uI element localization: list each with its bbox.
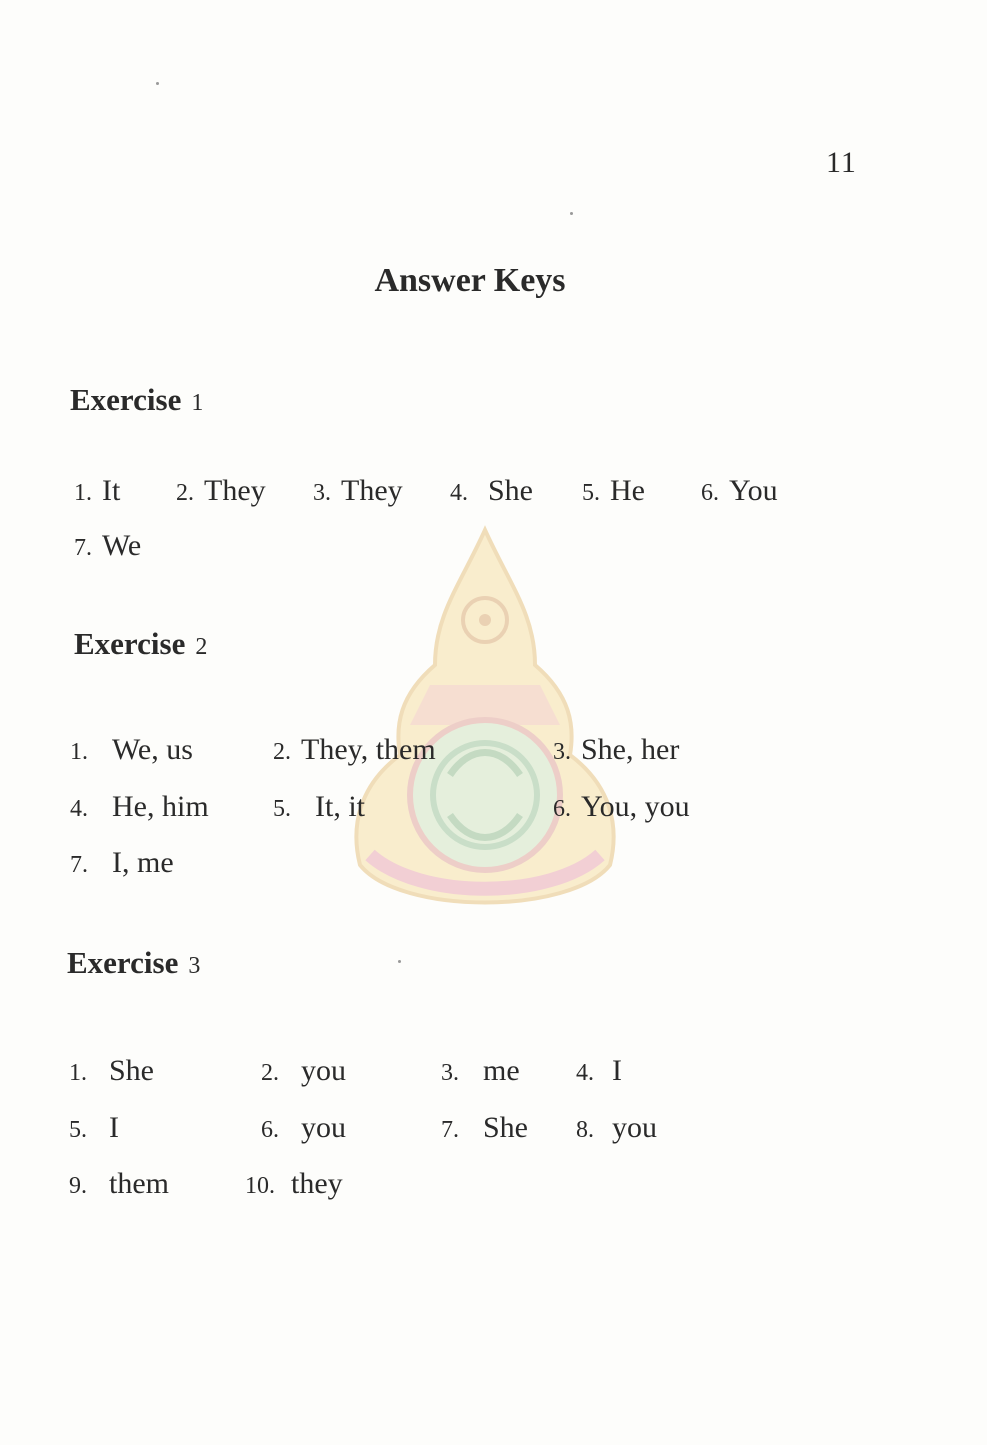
answer-item — [441, 1054, 520, 1088]
answer-text: It, it — [315, 790, 365, 823]
answer-number: 7. — [70, 852, 88, 878]
exercise-2-heading — [74, 626, 207, 662]
exercise-number: 2 — [195, 634, 208, 660]
exercise-label: Exercise — [70, 382, 182, 417]
answer-number: 7. — [441, 1117, 459, 1143]
answer-item — [701, 474, 778, 508]
answer-item — [261, 1054, 346, 1088]
answer-item — [582, 474, 645, 508]
answer-item — [69, 1167, 169, 1201]
answer-number: 5. — [69, 1117, 87, 1143]
answer-number: 2. — [176, 480, 194, 506]
answer-number: 4. — [70, 796, 88, 822]
answer-item — [450, 474, 533, 508]
answer-item — [70, 846, 174, 880]
answer-text: you — [301, 1054, 346, 1087]
answer-text: We, us — [112, 733, 193, 766]
answer-text: They — [204, 474, 266, 507]
answer-text: She — [483, 1111, 528, 1144]
answer-text: I, me — [112, 846, 174, 879]
answer-number: 3. — [553, 739, 571, 765]
answer-number: 6. — [261, 1117, 279, 1143]
answer-item — [74, 474, 120, 508]
answer-number: 8. — [576, 1117, 594, 1143]
answer-item — [261, 1111, 346, 1145]
answer-text: She — [488, 474, 533, 507]
answer-number: 2. — [273, 739, 291, 765]
answer-number: 4. — [576, 1060, 594, 1086]
answer-item — [74, 529, 141, 563]
scan-speck — [156, 82, 159, 85]
answer-number: 6. — [553, 796, 571, 822]
answer-item — [553, 733, 679, 767]
answer-number: 9. — [69, 1173, 87, 1199]
exercise-label: Exercise — [67, 945, 179, 980]
answer-text: You, you — [581, 790, 690, 823]
answer-number: 3. — [313, 480, 331, 506]
answer-number: 1. — [74, 480, 92, 506]
answer-text: I — [109, 1111, 119, 1144]
answer-item — [70, 790, 209, 824]
answer-text: He — [610, 474, 645, 507]
answer-text: It — [102, 474, 121, 507]
answer-text: they — [291, 1167, 343, 1200]
answer-item — [273, 790, 365, 824]
answer-item — [576, 1111, 657, 1145]
answer-number: 6. — [701, 480, 719, 506]
answer-text: you — [301, 1111, 346, 1144]
answer-number: 5. — [273, 796, 291, 822]
answer-text: them — [109, 1167, 169, 1200]
answer-item — [313, 474, 403, 508]
scan-speck — [570, 212, 573, 215]
answer-number: 3. — [441, 1060, 459, 1086]
answer-number: 1. — [69, 1060, 87, 1086]
answer-item — [553, 790, 690, 824]
page-number: 11 — [826, 146, 857, 179]
answer-text: He, him — [112, 790, 209, 823]
answer-item — [69, 1054, 154, 1088]
exercise-number: 1 — [191, 390, 204, 416]
exercise-3-heading — [67, 945, 200, 981]
exercise-number: 3 — [188, 953, 201, 979]
answer-number: 5. — [582, 480, 600, 506]
answer-number: 7. — [74, 535, 92, 561]
answer-text: You — [729, 474, 778, 507]
page-title: Answer Keys — [374, 262, 566, 299]
answer-text: She — [109, 1054, 154, 1087]
answer-number: 1. — [70, 739, 88, 765]
office-seal-watermark-icon — [340, 525, 630, 925]
answer-item — [69, 1111, 119, 1145]
answer-item — [176, 474, 266, 508]
exercise-label: Exercise — [74, 626, 186, 661]
scan-speck — [398, 960, 401, 963]
answer-text: I — [612, 1054, 622, 1087]
exercise-1-heading — [70, 382, 203, 418]
answer-item — [273, 733, 436, 767]
answer-number: 2. — [261, 1060, 279, 1086]
answer-text: She, her — [581, 733, 680, 766]
answer-item — [576, 1054, 622, 1088]
answer-text: We — [102, 529, 142, 562]
answer-text: They — [341, 474, 403, 507]
answer-number: 4. — [450, 480, 468, 506]
answer-item — [70, 733, 193, 767]
answer-text: you — [612, 1111, 657, 1144]
answer-text: They, them — [301, 733, 436, 766]
answer-number: 10. — [245, 1173, 275, 1199]
answer-item — [441, 1111, 528, 1145]
answer-text: me — [483, 1054, 520, 1087]
answer-item — [245, 1167, 343, 1201]
